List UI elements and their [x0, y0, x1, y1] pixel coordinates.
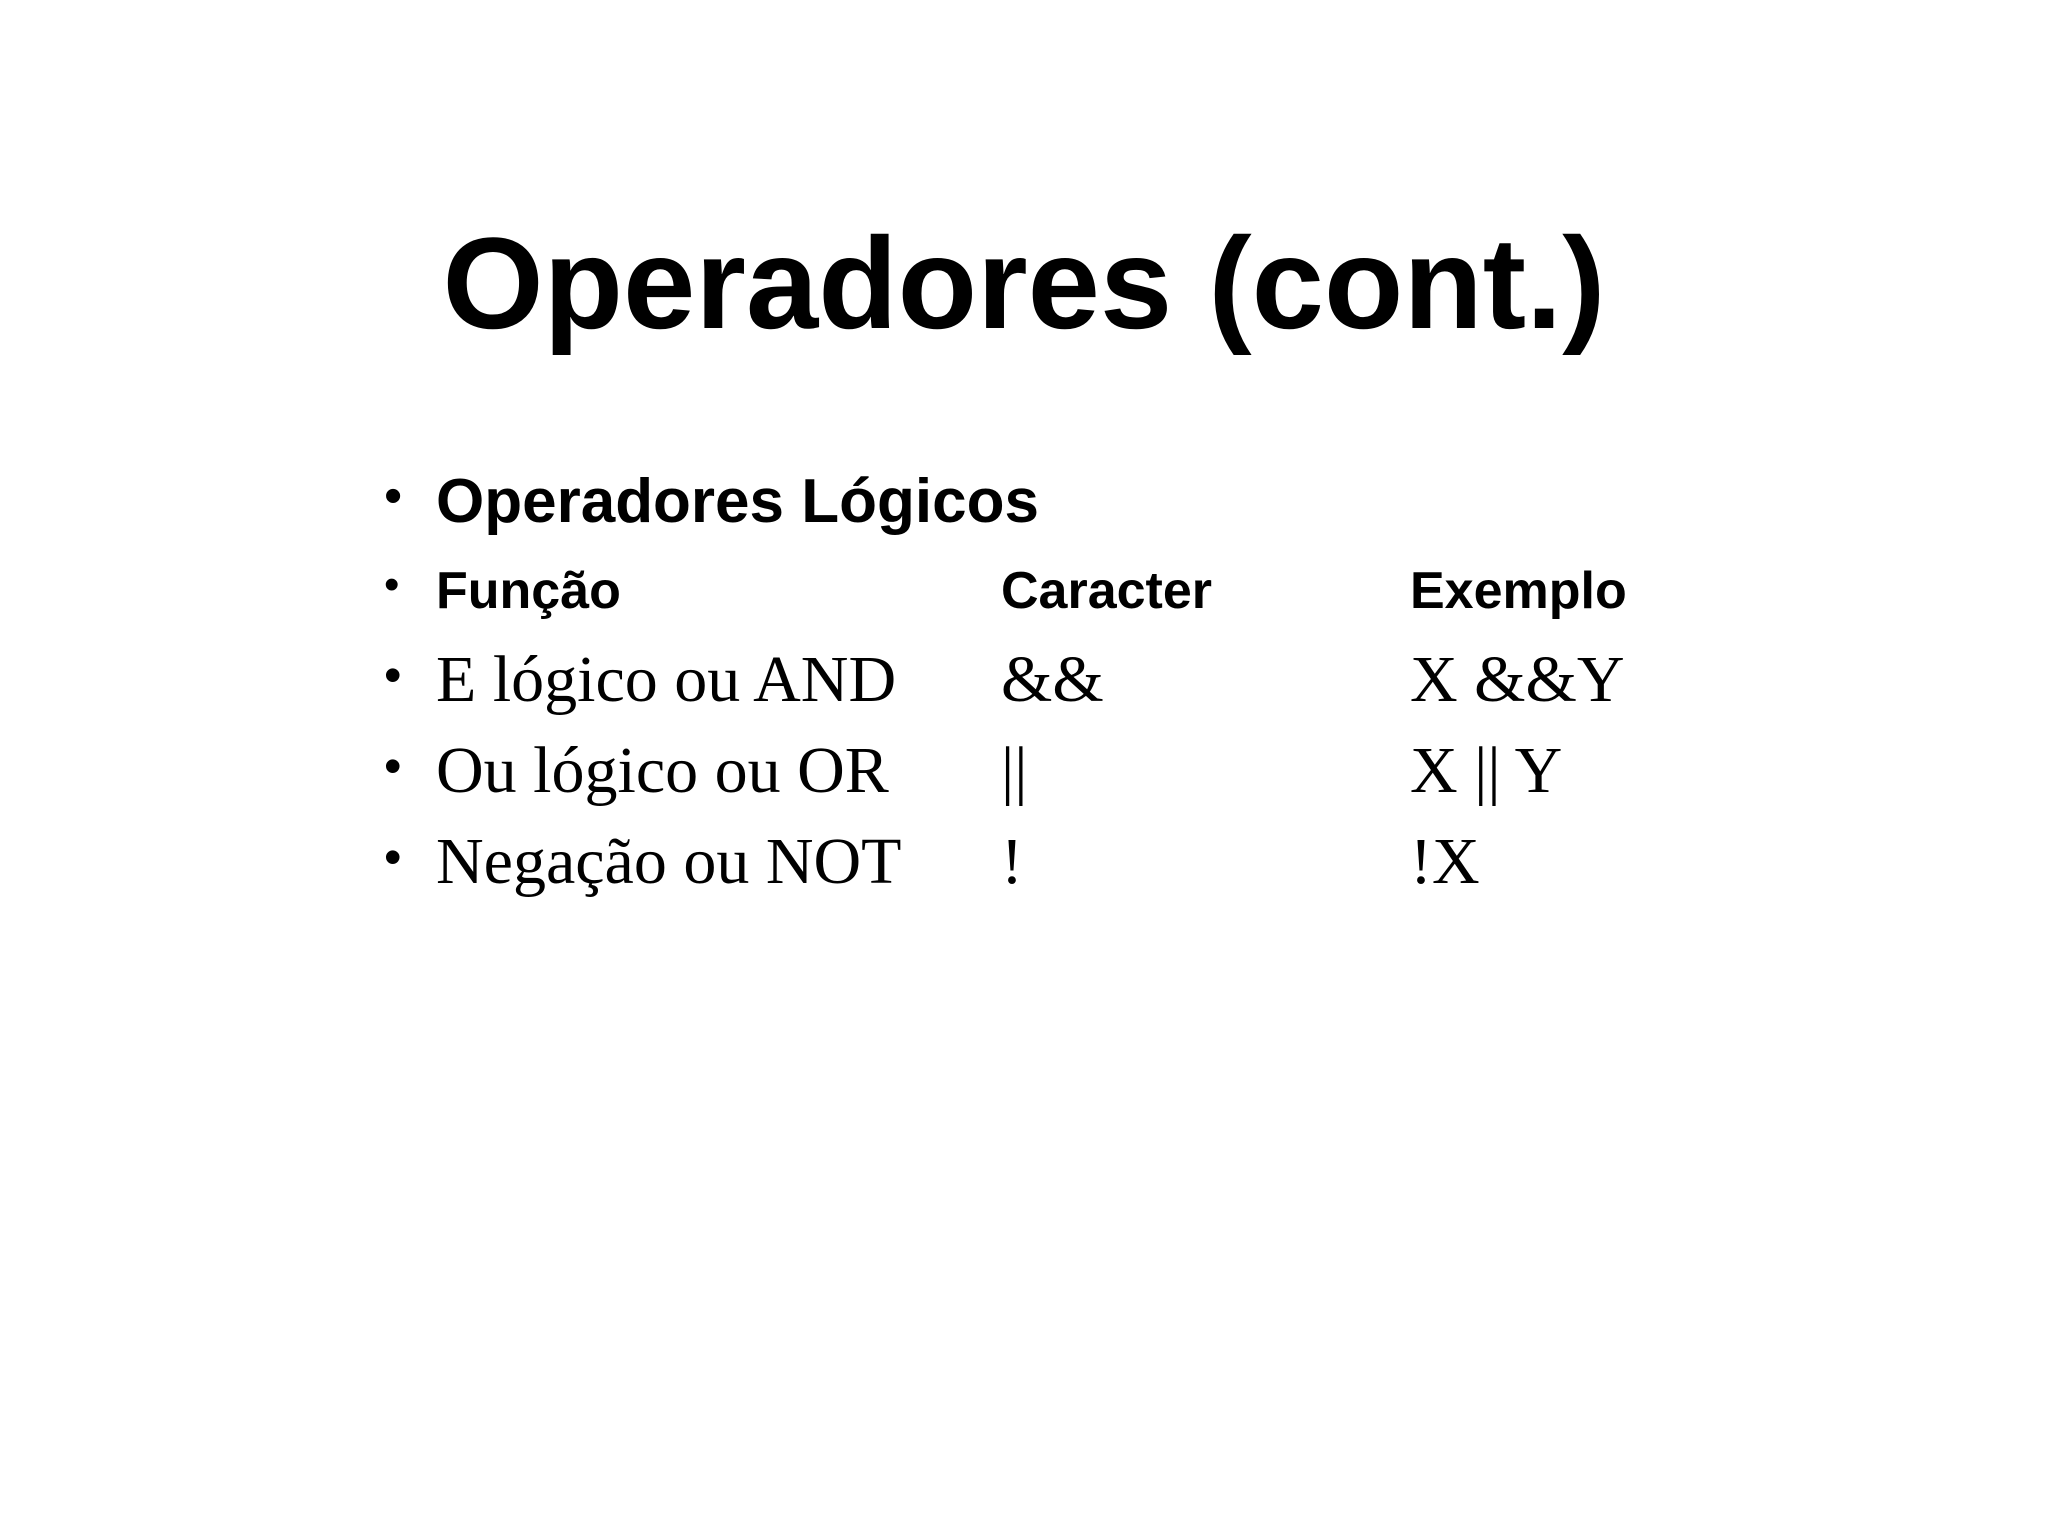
bullet-dot: • — [384, 467, 403, 525]
cell-caracter: || — [1001, 734, 1028, 807]
cell-exemplo: !X — [1410, 825, 1480, 898]
cell-funcao: Negação ou NOT — [436, 825, 902, 898]
cell-exemplo: X || Y — [1410, 734, 1563, 807]
header-exemplo: Exemplo — [1410, 562, 1627, 620]
cell-exemplo: X &&Y — [1410, 643, 1625, 716]
slide-title: Operadores (cont.) — [442, 210, 1606, 356]
bullet-dot: • — [384, 560, 400, 609]
header-funcao: Função — [436, 562, 621, 620]
cell-funcao: E lógico ou AND — [436, 643, 897, 716]
bullet-dot: • — [384, 829, 402, 885]
cell-caracter: ! — [1001, 825, 1023, 898]
section-heading: Operadores Lógicos — [436, 467, 1039, 536]
bullet-dot: • — [384, 738, 402, 794]
cell-caracter: && — [1001, 643, 1104, 716]
header-caracter: Caracter — [1001, 562, 1213, 620]
bullet-dot: • — [384, 647, 402, 703]
cell-funcao: Ou lógico ou OR — [436, 734, 889, 807]
